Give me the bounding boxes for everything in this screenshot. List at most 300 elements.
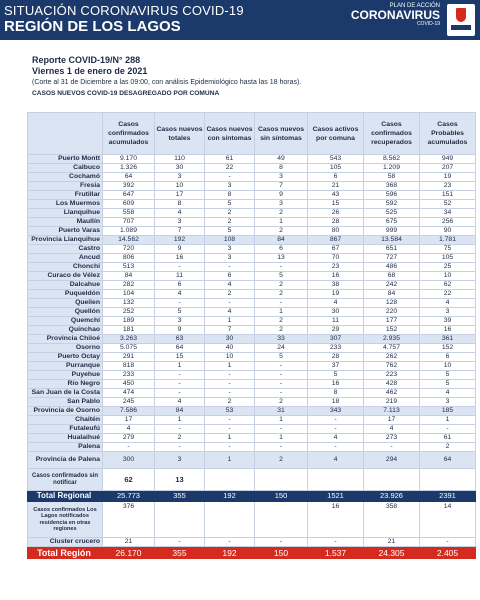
value-cell: 16 bbox=[308, 380, 364, 389]
value-cell: 3 bbox=[255, 200, 308, 209]
value-cell: 19 bbox=[308, 290, 364, 299]
commune-row bbox=[28, 416, 476, 425]
value-cell: 53 bbox=[205, 407, 255, 416]
value-cell: 7.586 bbox=[103, 407, 155, 416]
value-cell: 37 bbox=[308, 362, 364, 371]
commune-name: Osorno bbox=[28, 344, 103, 353]
value-cell: 25.773 bbox=[103, 491, 155, 502]
commune-row bbox=[28, 245, 476, 254]
value-cell: 63 bbox=[155, 335, 205, 344]
commune-name: Quinchao bbox=[28, 326, 103, 335]
commune-name: Llanquihue bbox=[28, 209, 103, 218]
commune-name: Hualaihué bbox=[28, 434, 103, 443]
value-cell: 22 bbox=[205, 164, 255, 173]
value-cell: 4 bbox=[420, 389, 476, 398]
value-cell bbox=[255, 502, 308, 538]
value-cell: 18 bbox=[308, 398, 364, 407]
value-cell: 16 bbox=[308, 272, 364, 281]
value-cell: 30 bbox=[308, 308, 364, 317]
value-cell: 9 bbox=[255, 191, 308, 200]
value-cell: 1 bbox=[205, 452, 255, 469]
value-cell: 16 bbox=[308, 502, 364, 538]
column-header: Casos nuevos con síntomas bbox=[205, 113, 255, 155]
province-total-row bbox=[28, 335, 476, 344]
value-cell: - bbox=[155, 443, 205, 452]
commune-row bbox=[28, 434, 476, 443]
commune-name: Chaitén bbox=[28, 416, 103, 425]
value-cell: 21 bbox=[103, 538, 155, 547]
value-cell: 220 bbox=[364, 308, 420, 317]
report-date: Viernes 1 de enero de 2021 bbox=[32, 66, 148, 76]
value-cell: 152 bbox=[420, 344, 476, 353]
value-cell: 1 bbox=[155, 416, 205, 425]
commune-row bbox=[28, 290, 476, 299]
commune-name: Provincia Llanquihue bbox=[28, 236, 103, 245]
commune-name: Chonchi bbox=[28, 263, 103, 272]
commune-row bbox=[28, 263, 476, 272]
value-cell: 3 bbox=[205, 245, 255, 254]
value-cell: 29 bbox=[308, 326, 364, 335]
value-cell: 21 bbox=[308, 182, 364, 191]
value-cell: 189 bbox=[103, 317, 155, 326]
commune-name: Queilen bbox=[28, 299, 103, 308]
value-cell: 355 bbox=[155, 547, 205, 559]
value-cell: 33 bbox=[255, 335, 308, 344]
value-cell: 152 bbox=[364, 326, 420, 335]
value-cell: 4 bbox=[308, 452, 364, 469]
value-cell: 1 bbox=[205, 317, 255, 326]
value-cell: 5 bbox=[420, 380, 476, 389]
value-cell: 294 bbox=[364, 452, 420, 469]
value-cell: - bbox=[205, 425, 255, 434]
commune-row bbox=[28, 209, 476, 218]
commune-name: Provincia de Osorno bbox=[28, 407, 103, 416]
value-cell: - bbox=[205, 173, 255, 182]
value-cell: 26 bbox=[308, 209, 364, 218]
value-cell: 177 bbox=[364, 317, 420, 326]
commune-row bbox=[28, 227, 476, 236]
value-cell: 105 bbox=[420, 254, 476, 263]
value-cell: - bbox=[155, 538, 205, 547]
value-cell: - bbox=[205, 299, 255, 308]
value-cell: 2.405 bbox=[420, 547, 476, 559]
value-cell: 4 bbox=[205, 281, 255, 290]
commune-row bbox=[28, 308, 476, 317]
report-header bbox=[32, 55, 301, 99]
value-cell: 2 bbox=[205, 398, 255, 407]
value-cell: 62 bbox=[420, 281, 476, 290]
value-cell: - bbox=[255, 389, 308, 398]
commune-name: Cluster crucero bbox=[28, 538, 103, 547]
value-cell: - bbox=[420, 538, 476, 547]
regional-total-row bbox=[28, 491, 476, 502]
cases-table bbox=[27, 112, 476, 559]
value-cell: 13.584 bbox=[364, 236, 420, 245]
value-cell: 8 bbox=[255, 164, 308, 173]
value-cell: - bbox=[205, 263, 255, 272]
value-cell: 3 bbox=[155, 317, 205, 326]
value-cell: 543 bbox=[308, 155, 364, 164]
value-cell: 1 bbox=[255, 416, 308, 425]
value-cell: 949 bbox=[420, 155, 476, 164]
commune-row bbox=[28, 218, 476, 227]
value-cell: 7 bbox=[205, 326, 255, 335]
value-cell: 75 bbox=[420, 245, 476, 254]
value-cell: 245 bbox=[103, 398, 155, 407]
commune-row bbox=[28, 326, 476, 335]
value-cell: 727 bbox=[364, 254, 420, 263]
commune-name: Ancud bbox=[28, 254, 103, 263]
value-cell: 61 bbox=[420, 434, 476, 443]
table-header-row bbox=[28, 113, 476, 155]
value-cell: 2 bbox=[255, 209, 308, 218]
value-cell: 39 bbox=[420, 317, 476, 326]
value-cell: 13 bbox=[155, 469, 205, 491]
value-cell: 23 bbox=[308, 263, 364, 272]
commune-name: Palena bbox=[28, 443, 103, 452]
value-cell: 58 bbox=[364, 173, 420, 182]
value-cell bbox=[364, 469, 420, 491]
value-cell: 181 bbox=[103, 326, 155, 335]
value-cell: 651 bbox=[364, 245, 420, 254]
value-cell: 1.537 bbox=[308, 547, 364, 559]
value-cell: 355 bbox=[155, 491, 205, 502]
commune-row bbox=[28, 164, 476, 173]
value-cell: 61 bbox=[205, 155, 255, 164]
value-cell: 4 bbox=[308, 434, 364, 443]
commune-row bbox=[28, 425, 476, 434]
commune-row bbox=[28, 299, 476, 308]
commune-name: Fresia bbox=[28, 182, 103, 191]
value-cell: 6 bbox=[255, 245, 308, 254]
value-cell: 1 bbox=[420, 416, 476, 425]
value-cell: - bbox=[155, 380, 205, 389]
commune-row bbox=[28, 155, 476, 164]
commune-row bbox=[28, 182, 476, 191]
commune-row bbox=[28, 200, 476, 209]
value-cell: 219 bbox=[364, 398, 420, 407]
commune-name: Quellón bbox=[28, 308, 103, 317]
value-cell: 233 bbox=[103, 371, 155, 380]
value-cell: 1 bbox=[255, 308, 308, 317]
value-cell: 3 bbox=[155, 173, 205, 182]
cruise-cluster-row bbox=[28, 538, 476, 547]
value-cell: - bbox=[205, 371, 255, 380]
column-header: Casos confirmados recuperados bbox=[364, 113, 420, 155]
value-cell: 80 bbox=[308, 227, 364, 236]
value-cell: 108 bbox=[205, 236, 255, 245]
value-cell: 4 bbox=[420, 299, 476, 308]
commune-name: Puyehue bbox=[28, 371, 103, 380]
value-cell: - bbox=[255, 425, 308, 434]
value-cell: 5 bbox=[205, 227, 255, 236]
value-cell: 647 bbox=[103, 191, 155, 200]
value-cell: 1 bbox=[205, 362, 255, 371]
province-total-row bbox=[28, 452, 476, 469]
value-cell: 2 bbox=[255, 452, 308, 469]
value-cell: 30 bbox=[205, 335, 255, 344]
commune-row bbox=[28, 173, 476, 182]
commune-name: Purranque bbox=[28, 362, 103, 371]
header-blank bbox=[28, 113, 103, 155]
commune-row bbox=[28, 344, 476, 353]
value-cell: 28 bbox=[308, 218, 364, 227]
value-cell: 70 bbox=[308, 254, 364, 263]
commune-name: Los Muermos bbox=[28, 200, 103, 209]
value-cell: 24 bbox=[255, 344, 308, 353]
value-cell: 462 bbox=[364, 389, 420, 398]
value-cell: 150 bbox=[255, 547, 308, 559]
value-cell: 52 bbox=[420, 200, 476, 209]
value-cell: 9.170 bbox=[103, 155, 155, 164]
value-cell: 14 bbox=[420, 502, 476, 538]
value-cell: 4 bbox=[155, 290, 205, 299]
value-cell: - bbox=[155, 263, 205, 272]
commune-name: Provincia Chiloé bbox=[28, 335, 103, 344]
value-cell: 2 bbox=[205, 218, 255, 227]
commune-row bbox=[28, 371, 476, 380]
commune-row bbox=[28, 389, 476, 398]
value-cell: - bbox=[420, 425, 476, 434]
value-cell: 49 bbox=[255, 155, 308, 164]
commune-name: Provincia de Palena bbox=[28, 452, 103, 469]
value-cell: 31 bbox=[255, 407, 308, 416]
value-cell: 3.263 bbox=[103, 335, 155, 344]
value-cell: 24.305 bbox=[364, 547, 420, 559]
value-cell: 291 bbox=[103, 353, 155, 362]
value-cell: 596 bbox=[364, 191, 420, 200]
commune-row bbox=[28, 272, 476, 281]
value-cell: 368 bbox=[364, 182, 420, 191]
province-total-row bbox=[28, 236, 476, 245]
value-cell: 104 bbox=[103, 290, 155, 299]
value-cell: 15 bbox=[308, 200, 364, 209]
commune-row bbox=[28, 317, 476, 326]
commune-name: Río Negro bbox=[28, 380, 103, 389]
value-cell: 30 bbox=[155, 164, 205, 173]
value-cell: 23.926 bbox=[364, 491, 420, 502]
value-cell: 2 bbox=[155, 434, 205, 443]
commune-name: Dalcahue bbox=[28, 281, 103, 290]
value-cell: 474 bbox=[103, 389, 155, 398]
commune-name: Curaco de Vélez bbox=[28, 272, 103, 281]
column-header: Casos Probables acumulados bbox=[420, 113, 476, 155]
value-cell: - bbox=[205, 389, 255, 398]
value-cell: - bbox=[255, 443, 308, 452]
value-cell: 1 bbox=[255, 218, 308, 227]
value-cell: 7.113 bbox=[364, 407, 420, 416]
value-cell bbox=[155, 502, 205, 538]
value-cell: - bbox=[205, 538, 255, 547]
value-cell: 6 bbox=[155, 281, 205, 290]
value-cell: 17 bbox=[364, 416, 420, 425]
commune-name: Calbuco bbox=[28, 164, 103, 173]
commune-row bbox=[28, 398, 476, 407]
value-cell: 358 bbox=[364, 502, 420, 538]
value-cell: 23 bbox=[420, 182, 476, 191]
value-cell: 90 bbox=[420, 227, 476, 236]
value-cell: 273 bbox=[364, 434, 420, 443]
value-cell: 84 bbox=[364, 290, 420, 299]
commune-name: Maullín bbox=[28, 218, 103, 227]
value-cell: 64 bbox=[155, 344, 205, 353]
value-cell: 67 bbox=[308, 245, 364, 254]
value-cell: 1.089 bbox=[103, 227, 155, 236]
commune-row bbox=[28, 191, 476, 200]
value-cell: - bbox=[205, 443, 255, 452]
value-cell: 279 bbox=[103, 434, 155, 443]
report-number: Reporte COVID-19/N° 288 bbox=[32, 55, 141, 65]
value-cell: 40 bbox=[205, 344, 255, 353]
value-cell: 2 bbox=[255, 227, 308, 236]
commune-name: Quemchi bbox=[28, 317, 103, 326]
commune-name: Futaleufú bbox=[28, 425, 103, 434]
value-cell: 2 bbox=[255, 317, 308, 326]
value-cell: 1.781 bbox=[420, 236, 476, 245]
value-cell: 4 bbox=[308, 299, 364, 308]
value-cell: 5 bbox=[205, 200, 255, 209]
logo-plan: PLAN DE ACCIÓN bbox=[389, 3, 440, 9]
value-cell: 3 bbox=[155, 452, 205, 469]
commune-row bbox=[28, 443, 476, 452]
value-cell: 4 bbox=[155, 209, 205, 218]
value-cell: 2 bbox=[205, 290, 255, 299]
value-cell: 8 bbox=[155, 200, 205, 209]
value-cell: - bbox=[255, 380, 308, 389]
value-cell: 2.935 bbox=[364, 335, 420, 344]
value-cell: 282 bbox=[103, 281, 155, 290]
value-cell: 558 bbox=[103, 209, 155, 218]
commune-name: San Juan de la Costa bbox=[28, 389, 103, 398]
banner-region: REGIÓN DE LOS LAGOS bbox=[4, 18, 181, 35]
value-cell: 999 bbox=[364, 227, 420, 236]
value-cell: 592 bbox=[364, 200, 420, 209]
value-cell: 5 bbox=[255, 353, 308, 362]
other-region-row bbox=[28, 502, 476, 538]
value-cell: 6 bbox=[205, 272, 255, 281]
commune-row bbox=[28, 353, 476, 362]
value-cell: 2 bbox=[420, 443, 476, 452]
value-cell: 525 bbox=[364, 209, 420, 218]
value-cell: 13 bbox=[255, 254, 308, 263]
value-cell: 128 bbox=[364, 299, 420, 308]
value-cell: 675 bbox=[364, 218, 420, 227]
value-cell: 207 bbox=[420, 164, 476, 173]
value-cell: 151 bbox=[420, 191, 476, 200]
value-cell: 233 bbox=[308, 344, 364, 353]
column-header: Casos nuevos sin síntomas bbox=[255, 113, 308, 155]
commune-name: Puerto Varas bbox=[28, 227, 103, 236]
value-cell: 84 bbox=[155, 407, 205, 416]
value-cell: 14.562 bbox=[103, 236, 155, 245]
commune-row bbox=[28, 380, 476, 389]
value-cell: 28 bbox=[308, 353, 364, 362]
banner-title: SITUACIÓN CORONAVIRUS COVID-19 bbox=[4, 3, 244, 18]
value-cell: 84 bbox=[255, 236, 308, 245]
value-cell: 818 bbox=[103, 362, 155, 371]
value-cell: 5 bbox=[155, 308, 205, 317]
value-cell: 150 bbox=[255, 491, 308, 502]
value-cell: 513 bbox=[103, 263, 155, 272]
value-cell: 223 bbox=[364, 371, 420, 380]
value-cell: 17 bbox=[103, 416, 155, 425]
value-cell: - bbox=[255, 263, 308, 272]
commune-name: San Pablo bbox=[28, 398, 103, 407]
value-cell: 10 bbox=[420, 362, 476, 371]
value-cell: 34 bbox=[420, 209, 476, 218]
value-cell: 5.075 bbox=[103, 344, 155, 353]
value-cell: 3 bbox=[205, 254, 255, 263]
commune-row bbox=[28, 254, 476, 263]
value-cell: 2 bbox=[205, 209, 255, 218]
value-cell: 1 bbox=[205, 434, 255, 443]
commune-name: Total Región bbox=[28, 547, 103, 559]
value-cell: 16 bbox=[420, 326, 476, 335]
value-cell: 8.562 bbox=[364, 155, 420, 164]
value-cell: - bbox=[255, 371, 308, 380]
value-cell: - bbox=[205, 380, 255, 389]
value-cell: 26.170 bbox=[103, 547, 155, 559]
value-cell: - bbox=[308, 538, 364, 547]
value-cell: - bbox=[308, 416, 364, 425]
value-cell: 6 bbox=[308, 173, 364, 182]
commune-name: Cochamó bbox=[28, 173, 103, 182]
value-cell: 252 bbox=[103, 308, 155, 317]
value-cell: - bbox=[155, 389, 205, 398]
value-cell: 84 bbox=[103, 272, 155, 281]
value-cell: 43 bbox=[308, 191, 364, 200]
value-cell: 450 bbox=[103, 380, 155, 389]
value-cell: 242 bbox=[364, 281, 420, 290]
value-cell: 2 bbox=[255, 281, 308, 290]
value-cell: 376 bbox=[103, 502, 155, 538]
value-cell: 11 bbox=[308, 317, 364, 326]
value-cell: 307 bbox=[308, 335, 364, 344]
unnotified-row bbox=[28, 469, 476, 491]
value-cell: 1521 bbox=[308, 491, 364, 502]
value-cell: 3 bbox=[205, 182, 255, 191]
value-cell: 4 bbox=[103, 425, 155, 434]
value-cell: - bbox=[255, 362, 308, 371]
value-cell: 6 bbox=[420, 353, 476, 362]
value-cell: 10 bbox=[420, 272, 476, 281]
value-cell: 110 bbox=[155, 155, 205, 164]
value-cell: 2391 bbox=[420, 491, 476, 502]
value-cell: 25 bbox=[420, 263, 476, 272]
value-cell: 68 bbox=[364, 272, 420, 281]
commune-name: Puqueldón bbox=[28, 290, 103, 299]
value-cell: 38 bbox=[308, 281, 364, 290]
value-cell: 256 bbox=[420, 218, 476, 227]
value-cell: 2 bbox=[255, 398, 308, 407]
value-cell: 192 bbox=[155, 236, 205, 245]
value-cell: 1 bbox=[255, 434, 308, 443]
value-cell bbox=[205, 502, 255, 538]
value-cell: 10 bbox=[155, 182, 205, 191]
value-cell: 21 bbox=[364, 538, 420, 547]
value-cell: 2 bbox=[255, 290, 308, 299]
value-cell: 392 bbox=[103, 182, 155, 191]
value-cell: - bbox=[155, 299, 205, 308]
commune-name: Castro bbox=[28, 245, 103, 254]
value-cell: - bbox=[255, 538, 308, 547]
value-cell: 867 bbox=[308, 236, 364, 245]
value-cell: 64 bbox=[103, 173, 155, 182]
value-cell: 192 bbox=[205, 547, 255, 559]
value-cell: 7 bbox=[255, 182, 308, 191]
commune-name: Puerto Octay bbox=[28, 353, 103, 362]
commune-row bbox=[28, 362, 476, 371]
